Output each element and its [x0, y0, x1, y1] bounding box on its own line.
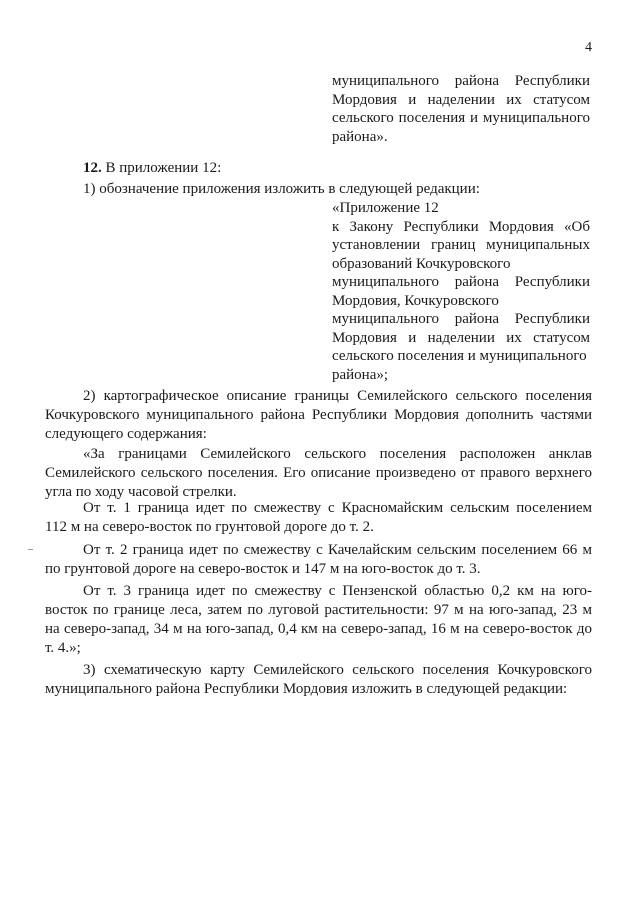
appendix-line: муниципального района Республики — [332, 274, 590, 290]
paragraph-line: 3) схематическую карту Семилейского сельского поселения Кочкуровского — [83, 662, 592, 678]
paragraph-5 — [45, 541, 592, 579]
paragraph-line: восток по границе леса, затем по луговой растительности: 97 м на юго-запад, 23 м — [45, 602, 592, 618]
subitem-1: 1) обозначение приложения изложить в следующей редакции: — [83, 181, 480, 197]
appendix-line: муниципального района Республики — [332, 311, 590, 327]
appendix-line: сельского поселения и муниципального — [332, 348, 587, 364]
appendix-line: Мордовия и наделении их статусом — [332, 329, 590, 346]
continuation-line: муниципального района Республики — [332, 73, 590, 89]
paragraph-line: От т. 3 граница идет по смежеству с Пензенской областью 0,2 км на юго- — [83, 583, 592, 599]
appendix-line: к Закону Республики Мордовия «Об — [332, 218, 590, 235]
appendix-line: «Приложение 12 — [332, 200, 439, 216]
appendix-heading-block — [332, 199, 590, 384]
continuation-line: сельского поселения и муниципального — [332, 110, 590, 126]
paragraph-line: От т. 2 граница идет по смежеству с Качелайским сельским поселением 66 м — [83, 542, 592, 558]
paragraph-3 — [45, 445, 592, 502]
item-12-number: 12. — [83, 160, 102, 176]
paragraph-line: От т. 1 граница идет по смежеству с Красномайским сельским поселением — [83, 500, 592, 516]
continuation-line: района». — [332, 128, 388, 145]
continuation-line: Мордовия и наделении их статусом — [332, 91, 590, 108]
paragraph-2 — [45, 387, 592, 444]
paragraph-7 — [45, 661, 592, 699]
page-number: 4 — [585, 40, 592, 55]
continuation-block — [332, 72, 590, 146]
item-12-heading — [83, 159, 221, 178]
appendix-line: Мордовия, Кочкуровского — [332, 292, 499, 309]
appendix-line: района»; — [332, 366, 389, 383]
paragraph-line: муниципального района Республики Мордовия изложить в следующей редакции: — [45, 681, 568, 697]
item-12-text: В приложении 12: — [101, 160, 222, 176]
scan-mark — [28, 549, 33, 550]
appendix-line: образований Кочкуровского — [332, 255, 511, 272]
paragraph-line: на северо-запад, 34 м на юго-запад, 0,4 км на северо-запад, 16 м на северо-восток до — [45, 621, 592, 637]
appendix-line: установлении границ муниципальных — [332, 237, 590, 253]
paragraph-line: следующего содержания: — [45, 426, 207, 442]
paragraph-line: Кочкуровского муниципального района Республики Мордовия дополнить частями — [45, 407, 592, 423]
paragraph-line: «За границами Семилейского сельского поселения расположен анклав — [83, 446, 592, 462]
paragraph-line: угла по ходу часовой стрелки. — [45, 484, 237, 500]
paragraph-6 — [45, 582, 592, 658]
paragraph-line: т. 4.»; — [45, 640, 81, 656]
paragraph-line: 2) картографическое описание границы Семилейского сельского поселения — [83, 388, 592, 404]
paragraph-line: Семилейского сельского поселения. Его описание произведено от правого верхнего — [45, 465, 592, 481]
paragraph-line: 112 м на северо-восток по грунтовой дороге до т. 2. — [45, 519, 374, 535]
paragraph-line: по грунтовой дороге на северо-восток и 147 м на юго-восток до т. 3. — [45, 561, 481, 577]
paragraph-4 — [45, 499, 592, 537]
